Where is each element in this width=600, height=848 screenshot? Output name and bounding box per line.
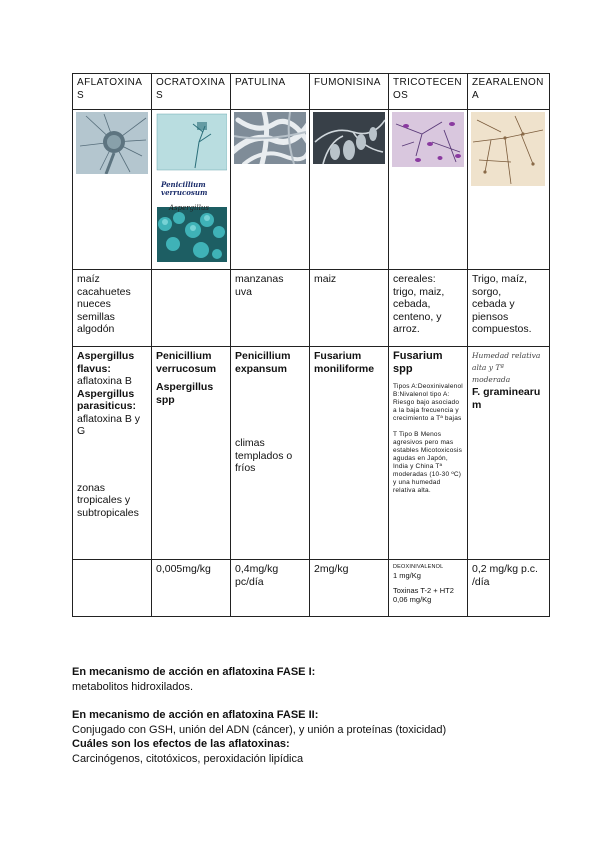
food-item: centeno, y [393, 310, 442, 323]
image-cell-tricotecenos [389, 110, 468, 270]
food-item: maiz [314, 273, 337, 285]
image-cell-fumonisina [310, 110, 389, 270]
toxin-type: aflatoxina B y G [77, 412, 141, 437]
organism-zearalenona [468, 347, 550, 560]
notes-text-effects: Carcinógenos, citotóxicos, peroxidación lipídica [72, 752, 304, 765]
food-item: uva [235, 285, 252, 298]
organism-patulina [231, 347, 310, 560]
organism-name: Aspergillus flavus: [77, 350, 135, 375]
dose-row [73, 560, 550, 617]
organism-tricotecenos [389, 347, 468, 560]
notes-heading-effects: Cuáles son los efectos de las aflatoxinas: [72, 738, 290, 750]
image-cell-ocratoxinas [152, 110, 231, 270]
notes-heading-fase-2: En mecanismo de acción en aflatoxina FASE II: [72, 709, 319, 721]
dose-value: 1 mg/Kg [393, 571, 421, 580]
dose-patulina: 0,4mg/kg pc/día [231, 560, 310, 617]
toxin-type: aflatoxina B [77, 375, 132, 387]
food-ocratoxinas [152, 270, 231, 347]
dose-fumonisina: 2mg/kg [310, 560, 389, 617]
organism-name: Aspergillus spp [156, 381, 214, 406]
header-zearalenona: ZEARALENONA [468, 74, 550, 110]
notes-section [72, 665, 542, 766]
food-aflatoxinas [73, 270, 152, 347]
food-item: semillas [77, 310, 115, 323]
organism-ocratoxinas [152, 347, 231, 560]
food-zearalenona [468, 270, 550, 347]
food-item: cebada, [393, 298, 431, 310]
food-item: trigo, maiz, [393, 285, 445, 298]
notes-text-fase-2: Conjugado con GSH, unión del ADN (cáncer), y unión a proteínas (toxicidad) [72, 723, 447, 736]
mycotoxin-table [72, 73, 550, 617]
caption-penicillium: Penicillium [161, 180, 206, 189]
organism-name: Fusarium spp [393, 350, 443, 375]
fumonisina-micrograph [313, 112, 385, 164]
food-item: algodón [77, 323, 115, 335]
organism-fumonisina [310, 347, 389, 560]
image-cell-zearalenona [468, 110, 550, 270]
food-item: maíz [77, 273, 100, 285]
aflatoxina-micrograph [76, 112, 148, 174]
food-row [73, 270, 550, 347]
notes-heading-fase-1: En mecanismo de acción en aflatoxina FASE I: [72, 666, 316, 678]
handwritten-note: Humedad relativa [472, 351, 541, 360]
dose-zearalenona: 0,2 mg/kg p.c. /día [468, 560, 550, 617]
dose-aflatoxinas [73, 560, 152, 617]
image-cell-patulina [231, 110, 310, 270]
organism-row [73, 347, 550, 560]
caption-verrucosum: verrucosum [161, 188, 208, 197]
climate-zone: zonas tropicales y subtropicales [77, 481, 139, 519]
dose-ocratoxinas: 0,005mg/kg [152, 560, 231, 617]
food-item: cacahuetes [77, 285, 131, 298]
organism-name: F. graminearum [472, 386, 541, 411]
tipo-b-note: T Tipo B Menos agresivos pero mas estables Micotoxicosis agudas en Japón, India y China Tª moderadas (10-30 ºC) y una humedad relativa alta. [393, 431, 463, 494]
handwritten-note: moderada [472, 375, 511, 384]
header-fumonisina: FUMONISINA [310, 74, 389, 110]
dose-label: DEOXINIVALENOL [393, 564, 444, 570]
climate-zone: climas templados o fríos [235, 437, 293, 474]
dose-label: Toxinas T-2 + HT2 [393, 586, 454, 595]
food-fumonisina [310, 270, 389, 347]
food-item: sorgo, [472, 285, 502, 298]
food-item: Trigo, maíz, [472, 273, 528, 285]
zearalenona-micrograph [471, 112, 545, 186]
food-item: nueces [77, 298, 111, 310]
header-aflatoxinas: AFLATOXINAS [73, 74, 152, 110]
table-header-row [73, 74, 550, 110]
food-item: manzanas [235, 273, 284, 285]
food-item: cereales: [393, 273, 436, 285]
header-patulina: PATULINA [231, 74, 310, 110]
food-item: cebada y [472, 298, 515, 310]
organism-name: Penicillium verrucosum [156, 350, 217, 375]
organism-name: Aspergillus parasiticus: [77, 387, 136, 412]
tipos-note: Tipos A:Deoxinivalenol B:Nivalenol tipo A: Riesgo bajo asociado a la baja frecuencia y crecimiento a Tª bajas [393, 383, 463, 422]
tricotecenos-micrograph [392, 112, 464, 167]
patulina-micrograph [234, 112, 306, 164]
caption-aspergillus: Aspergillus [169, 204, 209, 212]
organism-aflatoxinas [73, 347, 152, 560]
organism-name: Fusarium moniliforme [314, 350, 375, 375]
ocratoxina-caption [161, 181, 219, 197]
food-item: arroz. [393, 323, 420, 335]
image-row [73, 110, 550, 270]
organism-name: Penicillium expansum [235, 350, 291, 375]
header-ocratoxinas: OCRATOXINAS [152, 74, 231, 110]
food-tricotecenos [389, 270, 468, 347]
image-cell-aflatoxinas [73, 110, 152, 270]
notes-text-fase-1: metabolitos hidroxilados. [72, 680, 194, 693]
header-tricotecenos: TRICOTECENOS [389, 74, 468, 110]
dose-value: 0,06 mg/Kg [393, 595, 432, 604]
handwritten-note: alta y Tª [472, 363, 504, 372]
food-patulina [231, 270, 310, 347]
food-item: piensos [472, 310, 509, 323]
dose-tricotecenos [389, 560, 468, 617]
food-item: compuestos. [472, 323, 532, 335]
